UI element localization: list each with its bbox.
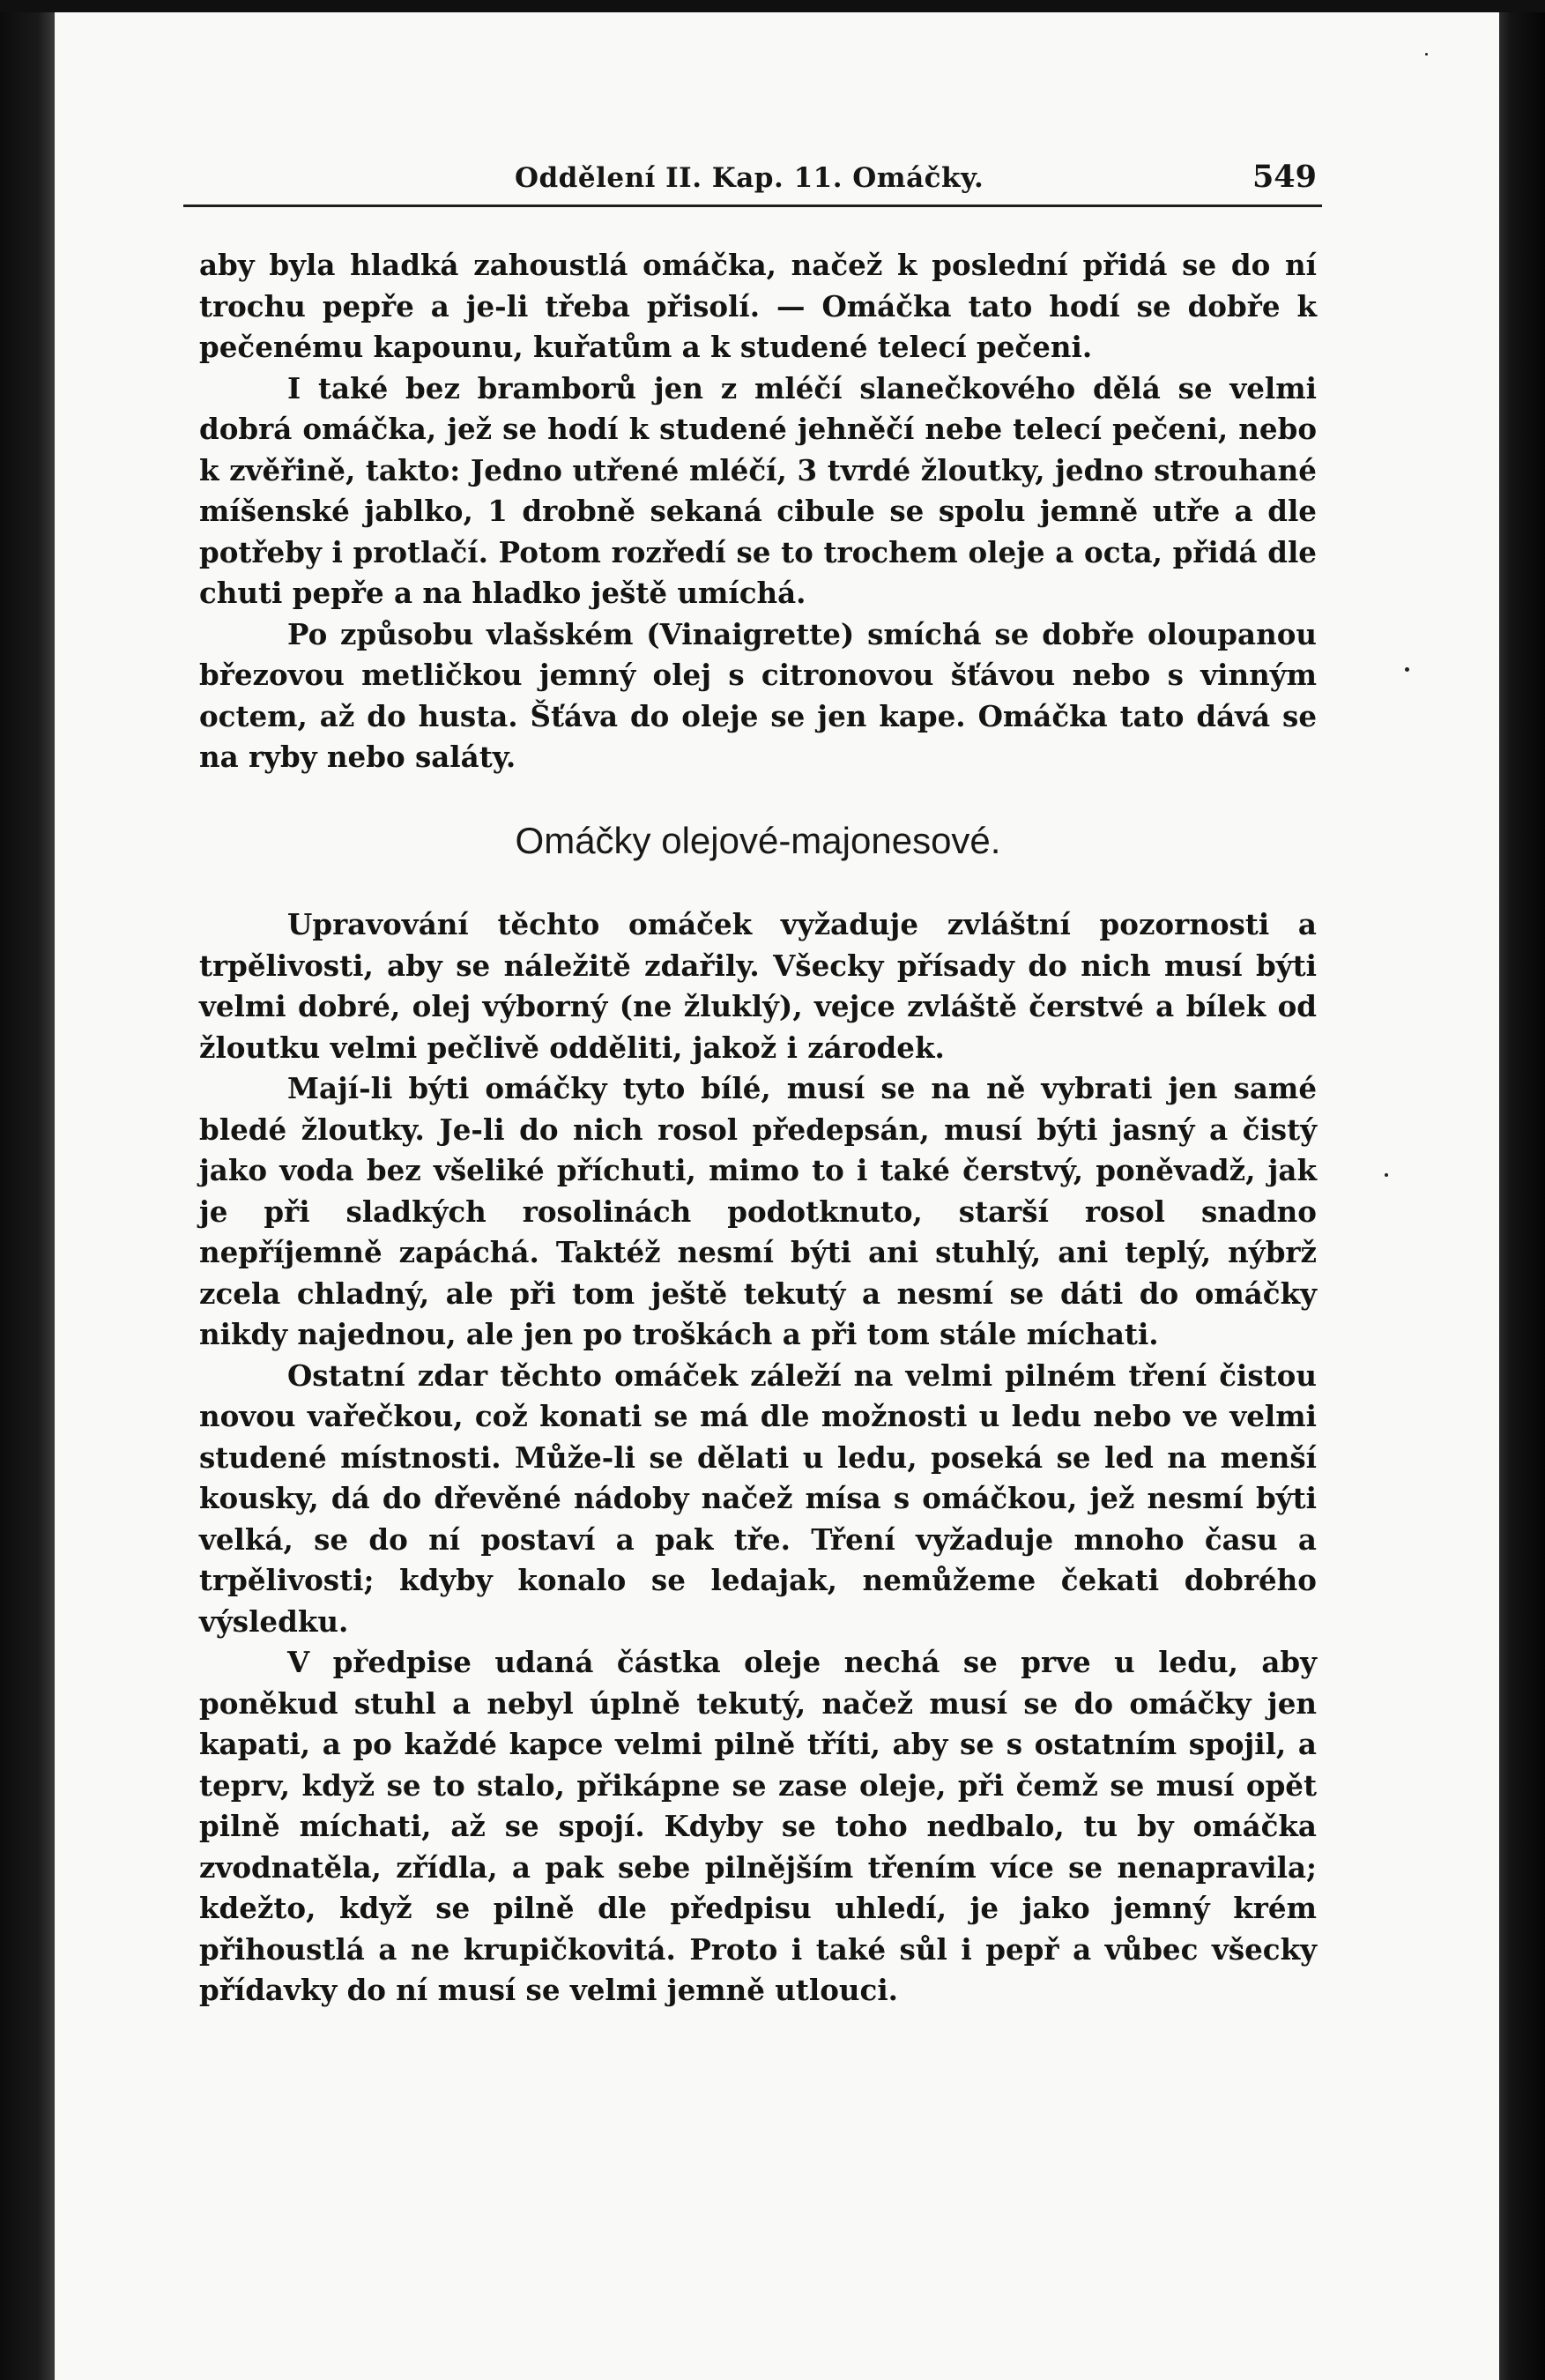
paragraph: V předpise udaná částka oleje nechá se prve u ledu, aby poněkud stuhl a nebyl úplně tekutý, načež musí se do omáčky jen kapati, a po každé kapce velmi pilně tříti, aby se s ostatním spojil, a teprv, když se to stalo, přikápne se zase oleje, při čemž se musí opět pilně míchati, až se spojí. Kdyby se toho nedbalo, tu by omáčka zvodnatěla, zřídla, a pak sebe pilnějším třením více se nenapravila; kdežto, když se pilně dle předpisu uhledí, je jako jemný krém přihoustlá a ne krupičkovitá. Proto i také sůl i pepř a vůbec všecky přídavky do ní musí se velmi jemně utlouci. (199, 1645, 1317, 2007)
scan-speck (1425, 53, 1428, 56)
scan-border-right (1499, 0, 1545, 2380)
page-number: 549 (1252, 159, 1317, 195)
running-header (199, 148, 1317, 203)
header-title: Oddělení II. Kap. 11. Omáčky. (515, 162, 984, 194)
paragraph: Upravování těchto omáček vyžaduje zvláštní pozornosti a trpělivosti, aby se náležitě zdařily. Všecky přísady do nich musí býti velmi dobré, olej výborný (ne žluklý), vejce zvláště čerstvé a bílek od žloutku velmi pečlivě odděliti, jakož i zárodek. (199, 907, 1317, 1065)
paragraph: Ostatní zdar těchto omáček záleží na velmi pilném tření čistou novou vařečkou, což konati se má dle možnosti u ledu nebo ve velmi studené místnosti. Může-li se dělati u ledu, poseká se led na menší kousky, dá do dřevěné nádoby načež mísa s omáčkou, jež nesmí býti velká, se do ní postaví a pak tře. Tření vyžaduje mnoho času a trpělivosti; kdyby konalo se ledajak, nemůžeme čekati dobrého výsledku. (199, 1357, 1317, 1639)
header-rule (183, 205, 1322, 207)
section-heading: Omáčky olejové-majonesové. (515, 820, 1001, 861)
section-2-text (199, 904, 1317, 2012)
scan-speck (1385, 1173, 1388, 1177)
scan-border-left (0, 0, 55, 2380)
scan-border-top (0, 0, 1545, 12)
paragraph: I také bez bramborů jen z mléčí slanečkového dělá se velmi dobrá omáčka, jež se hodí k studené jehněčí nebe telecí pečeni, nebo k zvěřině, takto: Jedno utřené mléčí, 3 tvrdé žloutky, jedno strouhané míšenské jablko, 1 drobně sekaná cibule se spolu jemně utře a dle potřeby i protlačí. Potom rozředí se to trochem oleje a octa, přidá dle chuti pepře a na hladko ještě umíchá. (199, 370, 1317, 610)
paragraph: aby byla hladká zahoustlá omáčka, načež k poslední přidá se do ní trochu pepře a je-li třeba přisolí. — Omáčka tato hodí se dobře k pečenému kapounu, kuřatům a k studené telecí pečeni. (199, 248, 1317, 364)
paragraph: Mají-li býti omáčky tyto bílé, musí se na ně vybrati jen samé bledé žloutky. Je-li do nich rosol předepsán, musí býti jasný a čistý jako voda bez všeliké příchuti, mimo to i také čerstvý, poněvadž, jak je při sladkých rosolinách podotknuto, starší rosol snadno nepříjemně zapáchá. Taktéž nesmí býti ani stuhlý, ani teplý, nýbrž zcela chladný, ale při tom ještě tekutý a nesmí se dáti do omáčky nikdy najednou, ale jen po troškách a při tom stále míchati. (199, 1071, 1317, 1351)
section-1-text (199, 245, 1317, 778)
scan-speck (1405, 667, 1409, 672)
paragraph: Po způsobu vlašském (Vinaigrette) smíchá se dobře oloupanou březovou metličkou jemný olej s citronovou šťávou nebo s vinným octem, až do husta. Šťáva do oleje se jen kape. Omáčka tato dává se na ryby nebo saláty. (199, 616, 1317, 774)
